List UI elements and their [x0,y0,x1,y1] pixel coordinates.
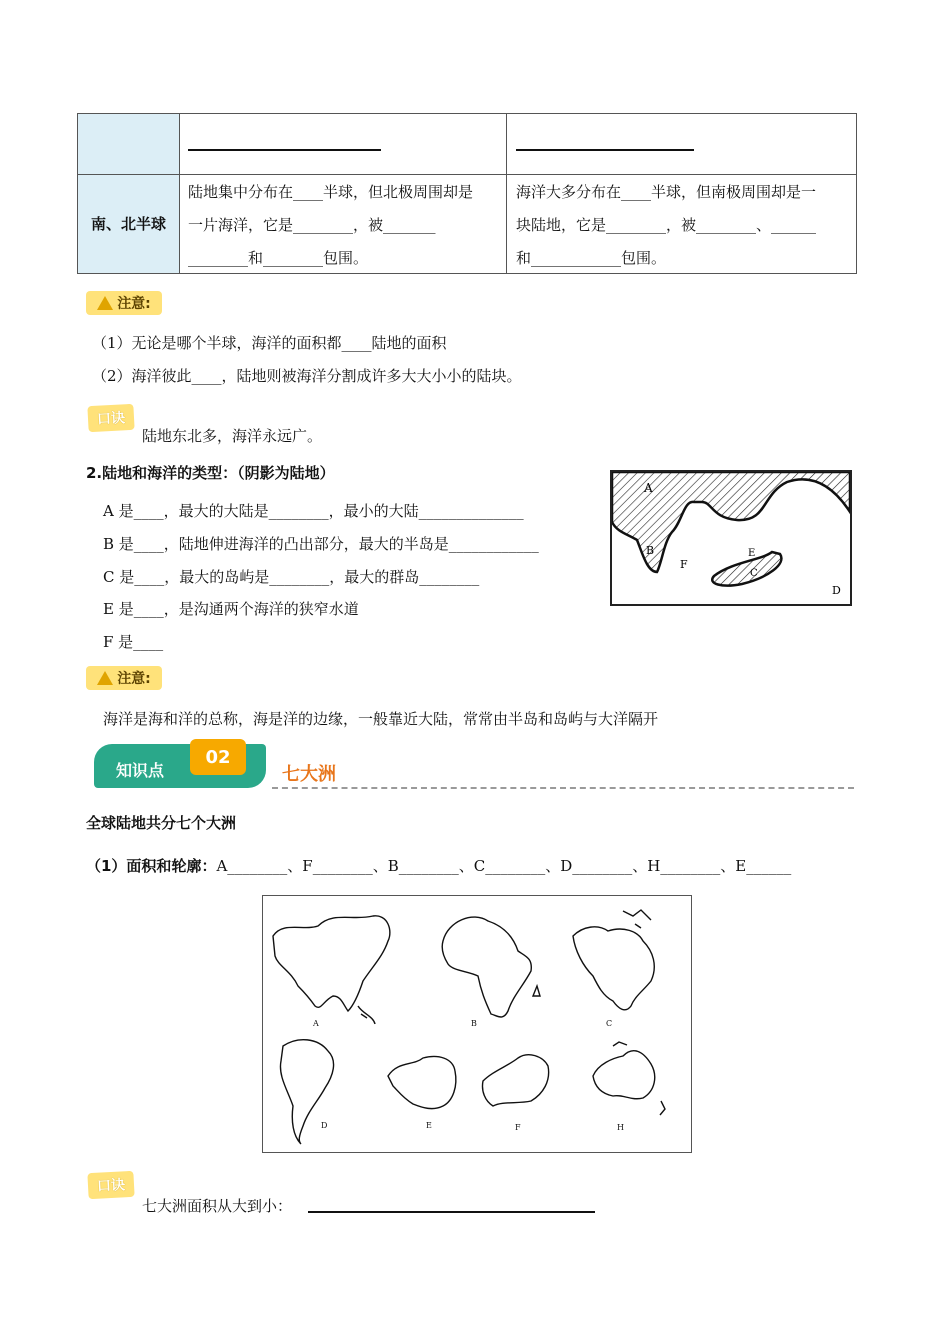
continent-c-outline [573,927,654,1010]
fig-label-c: C [750,568,758,579]
warning-icon [97,671,113,685]
north-line-1: 陆地集中分布在____半球，但北极周围却是 [188,183,474,201]
continent-a-outline [273,916,390,1011]
land-sea-figure [610,470,852,606]
note-item-2: （2）海洋彼此____，陆地则被海洋分割成许多大大小小的陆块。 [92,367,522,385]
south-hemisphere-cell [516,176,816,275]
continent-h-islands [613,1042,665,1115]
note-text-2: 海洋是海和洋的总称，海是洋的边缘，一般靠近大陆，常常由半岛和岛屿与大洋隔开 [103,710,659,728]
map-label-b: B [471,1019,477,1028]
warning-icon [97,296,113,310]
continents-question-1 [86,855,791,876]
continents-outlines [263,896,691,1152]
fig-label-a: A [644,481,653,495]
answer-blank-line [308,1211,595,1213]
note-badge [86,291,162,315]
tip-text-2: 七大洲面积从大到小： [142,1197,293,1215]
row-head-hemisphere: 南、北半球 [90,215,166,233]
tip-badge-label: 口诀 [96,1177,126,1195]
south-blank-line [516,149,694,151]
note-item-1: （1）无论是哪个半球，海洋的面积都____陆地的面积 [92,334,447,352]
tip-text-1: 陆地东北多，海洋永远广。 [142,427,323,445]
question-1-label: （1）面积和轮廓： [86,857,217,875]
table-column-divider [506,114,507,273]
tip-badge-2 [87,1171,134,1199]
south-line-1: 海洋大多分布在____半球，但南极周围却是一 [516,183,817,201]
question-a: A 是____，最大的大陆是________，最小的大陆______________ [103,502,524,520]
tip-badge [87,404,134,432]
north-blank-line [188,149,381,151]
question-f: F 是____ [103,633,164,651]
note-badge-label: 注意: [117,671,151,687]
fig-label-d: D [832,584,841,597]
map-label-f: F [515,1123,521,1132]
south-line-2: 块陆地，它是________，被________、______ [516,216,817,234]
north-hemisphere-cell [188,176,473,275]
continent-b-outline [442,917,531,1017]
continent-e-outline [388,1057,456,1109]
section-divider [272,787,854,789]
fig-label-b: B [646,544,655,557]
knowledge-point-number: 02 [190,739,246,775]
map-label-d: D [321,1121,328,1130]
map-label-c: C [606,1019,613,1028]
question-c: C 是____，最大的岛屿是________，最大的群岛________ [103,568,480,586]
map-label-a: A [313,1019,319,1028]
continents-intro: 全球陆地共分七个大洲 [86,814,237,832]
fig-label-e: E [748,548,756,559]
land-sea-diagram [612,472,850,604]
continent-a-islands [358,1006,375,1024]
tip-badge-label: 口诀 [96,410,126,428]
continent-c-islands [623,910,651,928]
north-line-3: ________和________包围。 [188,249,369,267]
question-1-text: A________、F________、B________、C________、D________、H________、E______ [216,857,792,875]
map-label-h: H [617,1123,624,1132]
continent-f-outline [482,1055,548,1106]
section-2-title: 2.陆地和海洋的类型：（阴影为陆地） [86,464,335,482]
map-label-e: E [426,1121,432,1130]
table-row-divider [78,174,856,175]
note-badge-2 [86,666,162,690]
continent-h-outline [593,1051,655,1099]
south-line-3: 和____________包围。 [516,249,667,267]
question-b: B 是____，陆地伸进海洋的凸出部分，最大的半岛是____________ [103,535,539,553]
question-e: E 是____，是沟通两个海洋的狭窄水道 [103,600,359,618]
continents-outline-map [262,895,692,1153]
madagascar-outline [533,986,540,996]
knowledge-point-title: 七大洲 [282,764,336,785]
island-shape [712,552,781,586]
note-badge-label: 注意: [117,296,151,312]
hemisphere-table [77,113,857,274]
fig-label-f: F [680,558,688,571]
north-line-2: 一片海洋，它是________，被_______ [188,216,436,234]
knowledge-point-label: 知识点 [116,761,165,780]
